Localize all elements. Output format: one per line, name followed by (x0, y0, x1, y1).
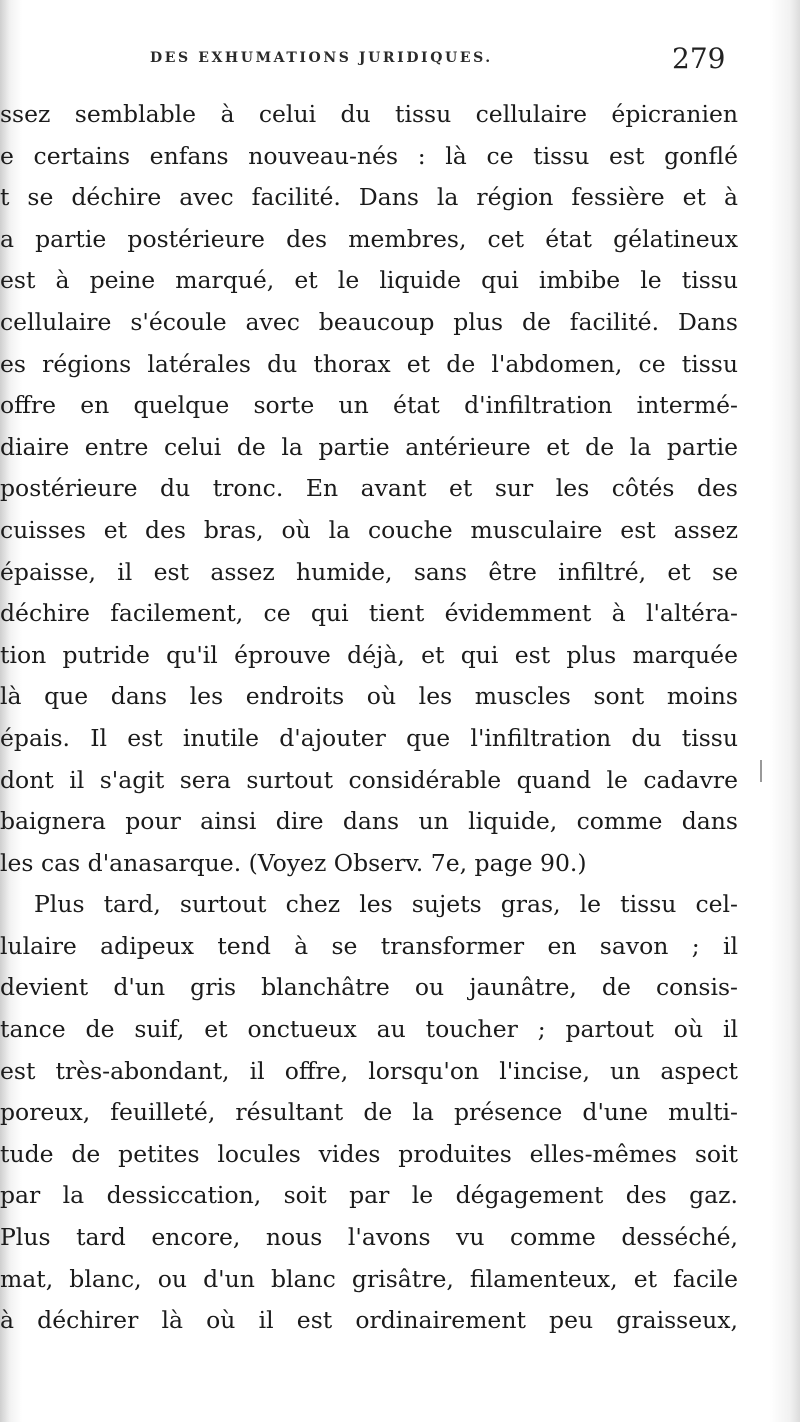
text-line: offre en quelque sorte un état d'infiltration intermé- (0, 391, 738, 420)
text-line: devient d'un gris blanchâtre ou jaunâtre, de consis- (0, 973, 738, 1002)
text-line: mat, blanc, ou d'un blanc grisâtre, filamenteux, et facile (0, 1264, 738, 1293)
text-line: lulaire adipeux tend à se transformer en savon ; il (0, 931, 738, 960)
text-line-paragraph-end: les cas d'anasarque. (Voyez Observ. 7e, page 90.) (0, 848, 587, 877)
text-line: a partie postérieure des membres, cet état gélatineux (0, 224, 738, 253)
text-line: t se déchire avec facilité. Dans la région fessière et à (0, 183, 738, 212)
body-text (0, 94, 800, 1342)
text-line: tude de petites locules vides produites elles-mêmes soit (0, 1139, 738, 1168)
text-line: baignera pour ainsi dire dans un liquide, comme dans (0, 807, 738, 836)
text-line: es régions latérales du thorax et de l'abdomen, ce tissu (0, 349, 738, 378)
text-line: cuisses et des bras, où la couche musculaire est assez (0, 515, 738, 544)
page-number: 279 (672, 42, 726, 75)
text-line: déchire facilement, ce qui tient évidemment à l'altéra- (0, 599, 738, 628)
running-title: DES EXHUMATIONS JURIDIQUES. (150, 50, 493, 66)
margin-mark (760, 760, 762, 782)
text-line: e certains enfans nouveau-nés : là ce tissu est gonflé (0, 141, 738, 170)
text-line: à déchirer là où il est ordinairement peu graisseux, (0, 1306, 738, 1335)
text-line: est très-abondant, il offre, lorsqu'on l'incise, un aspect (0, 1056, 738, 1085)
text-line: cellulaire s'écoule avec beaucoup plus de facilité. Dans (0, 307, 738, 336)
text-line: dont il s'agit sera surtout considérable quand le cadavre (0, 765, 738, 794)
text-line: par la dessiccation, soit par le dégagement des gaz. (0, 1181, 738, 1210)
text-line: diaire entre celui de la partie antérieure et de la partie (0, 432, 738, 461)
text-line-paragraph-start: Plus tard, surtout chez les sujets gras, le tissu cel- (34, 890, 738, 919)
text-line: tion putride qu'il éprouve déjà, et qui est plus marquée (0, 640, 738, 669)
text-line: est à peine marqué, et le liquide qui imbibe le tissu (0, 266, 738, 295)
text-line: tance de suif, et onctueux au toucher ; partout où il (0, 1015, 738, 1044)
text-line: poreux, feuilleté, résultant de la présence d'une multi- (0, 1098, 738, 1127)
text-line: ssez semblable à celui du tissu cellulaire épicranien (0, 100, 738, 128)
text-line: épaisse, il est assez humide, sans être infiltré, et se (0, 557, 738, 586)
text-line: Plus tard encore, nous l'avons vu comme desséché, (0, 1223, 738, 1252)
text-line: postérieure du tronc. En avant et sur les côtés des (0, 474, 738, 503)
text-line: là que dans les endroits où les muscles sont moins (0, 682, 738, 711)
text-line: épais. Il est inutile d'ajouter que l'infiltration du tissu (0, 723, 738, 752)
